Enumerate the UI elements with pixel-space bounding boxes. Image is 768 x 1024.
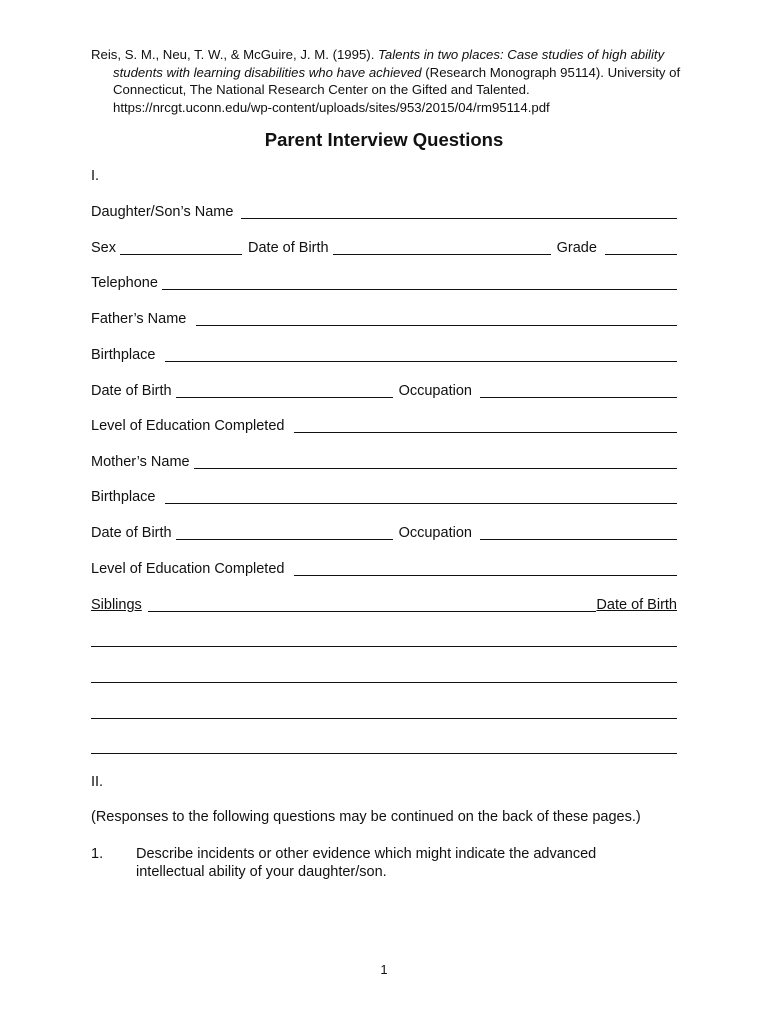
citation-authors: Reis, S. M., Neu, T. W., & McGuire, J. M. (1995). (91, 47, 379, 62)
mother-education-label: Level of Education Completed (91, 561, 285, 577)
question-text: Describe incidents or other evidence which might indicate the advanced intellectual ability of your daughter/son. (136, 846, 597, 880)
mother-education-field[interactable] (294, 575, 677, 576)
father-dob-label: Date of Birth (91, 383, 172, 399)
telephone-label: Telephone (91, 275, 158, 291)
citation-url: https://nrcgt.uconn.edu/wp-content/uploads/sites/953/2015/04/rm95114.pdf (113, 99, 550, 115)
child-dob-label: Date of Birth (248, 240, 329, 256)
siblings-label: Siblings (91, 597, 142, 613)
father-birthplace-label: Birthplace (91, 347, 156, 363)
siblings-row (91, 594, 677, 614)
mother-birthplace-field[interactable] (165, 503, 677, 504)
sibling-line[interactable] (91, 646, 677, 647)
father-education-label: Level of Education Completed (91, 418, 285, 434)
mother-name-row (91, 451, 677, 471)
father-birthplace-row (91, 344, 677, 364)
mother-occupation-field[interactable] (480, 539, 677, 540)
father-name-row (91, 308, 677, 328)
father-name-label: Father’s Name (91, 311, 187, 327)
telephone-row (91, 272, 677, 292)
citation (91, 46, 703, 116)
citation-title: Talents in two places: Case studies of high ability students with learning disabilities who have achieved (113, 47, 665, 80)
mother-birthplace-row (91, 486, 677, 506)
sibling-line[interactable] (91, 753, 677, 754)
child-name-label: Daughter/Son’s Name (91, 204, 234, 220)
sex-label: Sex (91, 240, 116, 256)
siblings-dob-label: Date of Birth (596, 597, 677, 613)
father-occupation-label: Occupation (398, 383, 472, 399)
sex-field[interactable] (120, 254, 242, 255)
mother-birthplace-label: Birthplace (91, 489, 156, 505)
sibling-line[interactable] (91, 682, 677, 683)
father-education-row (91, 415, 677, 435)
telephone-field[interactable] (162, 289, 677, 290)
father-occupation-field[interactable] (480, 397, 677, 398)
mother-education-row (91, 558, 677, 578)
question-number: 1. (91, 846, 104, 862)
page-title: Parent Interview Questions (264, 129, 504, 150)
mother-dob-label: Date of Birth (91, 525, 172, 541)
father-dob-occupation-row (91, 380, 677, 400)
child-dob-field[interactable] (333, 254, 551, 255)
continuation-note: (Responses to the following questions may be continued on the back of these pages.) (91, 809, 641, 825)
grade-label: Grade (556, 240, 597, 256)
child-name-field[interactable] (241, 218, 677, 219)
father-education-field[interactable] (294, 432, 677, 433)
sex-dob-grade-row (91, 237, 677, 257)
mother-occupation-label: Occupation (398, 525, 472, 541)
question-item (91, 845, 677, 881)
grade-field[interactable] (605, 254, 677, 255)
siblings-field[interactable] (148, 611, 597, 612)
child-name-row (91, 201, 677, 221)
section-1-label: I. (91, 168, 100, 184)
mother-name-label: Mother’s Name (91, 454, 190, 470)
page-number: 1 (380, 962, 388, 977)
mother-dob-field[interactable] (176, 539, 393, 540)
mother-name-field[interactable] (194, 468, 677, 469)
father-name-field[interactable] (196, 325, 677, 326)
mother-dob-occupation-row (91, 522, 677, 542)
father-birthplace-field[interactable] (165, 361, 677, 362)
father-dob-field[interactable] (176, 397, 393, 398)
citation-publisher: (Research Monograph 95114). University of Connecticut, The National Research Center on the Gifted and Talented. (113, 64, 681, 97)
sibling-line[interactable] (91, 718, 677, 719)
section-2-label: II. (91, 774, 104, 790)
